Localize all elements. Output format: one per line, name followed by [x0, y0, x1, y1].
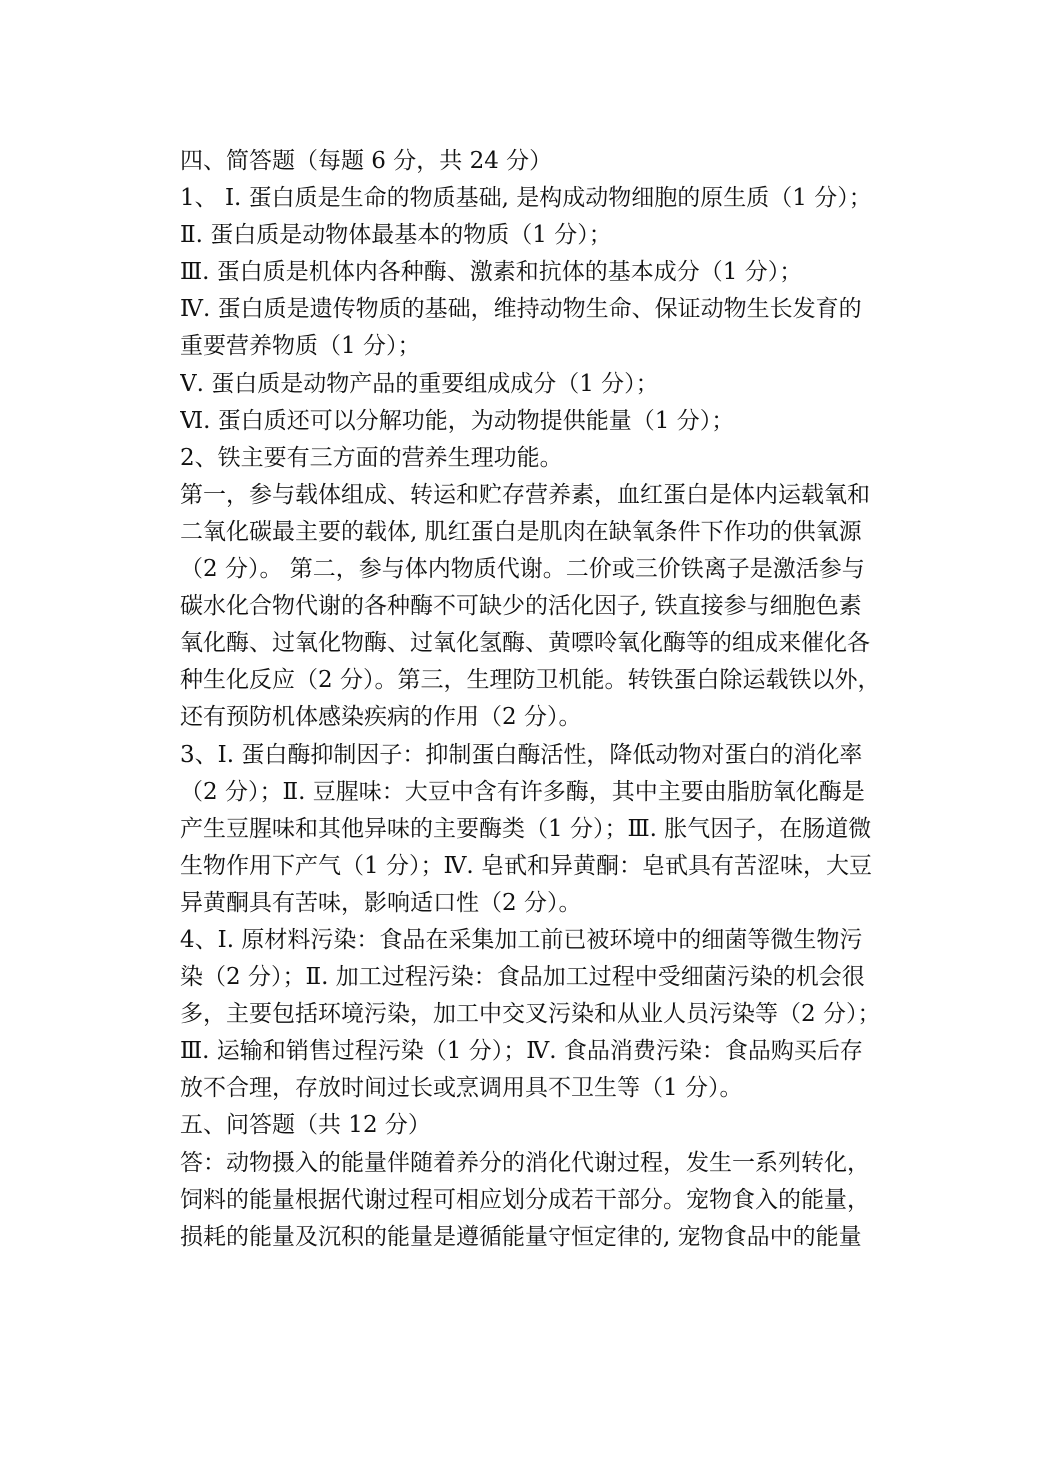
answer-4-line-1: 4、Ⅰ. 原材料污染：食品在采集加工前已被环境中的细菌等微生物污 [180, 926, 863, 953]
essay-answer-line-3: 损耗的能量及沉积的能量是遵循能量守恒定律的, 宠物食品中的能量 [180, 1223, 862, 1250]
answer-2-line-6: 氧化酶、过氧化物酶、过氧化氢酶、黄嘌呤氧化酶等的组成来催化各 [180, 630, 870, 657]
answer-3-line-1: 3、Ⅰ. 蛋白酶抑制因子：抑制蛋白酶活性，降低动物对蛋白的消化率 [180, 741, 863, 768]
answer-2-line-3: 二氧化碳最主要的载体, 肌红蛋白是肌肉在缺氧条件下作功的供氧源 [180, 518, 862, 545]
answer-4-line-5: 放不合理，存放时间过长或烹调用具不卫生等（1 分）。 [180, 1075, 743, 1102]
answer-1-line-5: 重要营养物质（1 分）； [180, 333, 421, 360]
answer-2-line-4: （2 分）。 第二，参与体内物质代谢。二价或三价铁离子是激活参与 [180, 556, 865, 583]
answer-1-line-4: Ⅳ. 蛋白质是遗传物质的基础，维持动物生命、保证动物生长发育的 [180, 296, 862, 323]
answer-4-line-4: Ⅲ. 运输和销售过程污染（1 分）；Ⅳ. 食品消费污染：食品购买后存 [180, 1038, 863, 1065]
answer-3-line-4: 生物作用下产气（1 分）；Ⅳ. 皂甙和异黄酮：皂甙具有苦涩味，大豆 [180, 852, 873, 879]
answer-4-line-2: 染（2 分）；Ⅱ. 加工过程污染：食品加工过程中受细菌污染的机会很 [180, 964, 865, 991]
answer-2-line-1: 2、铁主要有三方面的营养生理功能。 [180, 444, 563, 471]
answer-1-line-3: Ⅲ. 蛋白质是机体内各种酶、激素和抗体的基本成分（1 分）； [180, 259, 803, 286]
answer-1-line-1: 1、 Ⅰ. 蛋白质是生命的物质基础, 是构成动物细胞的原生质（1 分）； [180, 185, 872, 212]
section-heading-essay: 五、问答题（共 12 分） [180, 1112, 431, 1139]
essay-answer-line-1: 答：动物摄入的能量伴随着养分的消化代谢过程，发生一系列转化， [180, 1149, 870, 1176]
answer-1-line-6: Ⅴ. 蛋白质是动物产品的重要组成成分（1 分）； [180, 370, 659, 397]
answer-2-line-5: 碳水化合物代谢的各种酶不可缺少的活化因子, 铁直接参与细胞色素 [180, 593, 862, 620]
essay-answer-line-2: 饲料的能量根据代谢过程可相应划分成若干部分。宠物食入的能量， [180, 1186, 870, 1213]
answer-1-line-7: Ⅵ. 蛋白质还可以分解功能，为动物提供能量（1 分）； [180, 407, 735, 434]
answer-2-line-8: 还有预防机体感染疾病的作用（2 分）。 [180, 704, 582, 731]
answer-1-line-2: Ⅱ. 蛋白质是动物体最基本的物质（1 分）； [180, 222, 612, 249]
document-body [180, 143, 892, 1256]
answer-2-line-7: 种生化反应（2 分）。第三，生理防卫机能。转铁蛋白除运载铁以外， [180, 667, 881, 694]
answer-4-line-3: 多，主要包括环境污染，加工中交叉污染和从业人员污染等（2 分）； [180, 1001, 881, 1028]
answer-3-line-3: 产生豆腥味和其他异味的主要酶类（1 分）；Ⅲ. 胀气因子，在肠道微 [180, 815, 872, 842]
section-heading-short-answer: 四、简答题（每题 6 分，共 24 分） [180, 148, 553, 174]
answer-2-line-2: 第一，参与载体组成、转运和贮存营养素，血红蛋白是体内运载氧和 [180, 481, 870, 508]
answer-3-line-2: （2 分）；Ⅱ. 豆腥味：大豆中含有许多酶，其中主要由脂肪氧化酶是 [180, 778, 865, 805]
answer-3-line-5: 异黄酮具有苦味，影响适口性（2 分）。 [180, 889, 582, 916]
